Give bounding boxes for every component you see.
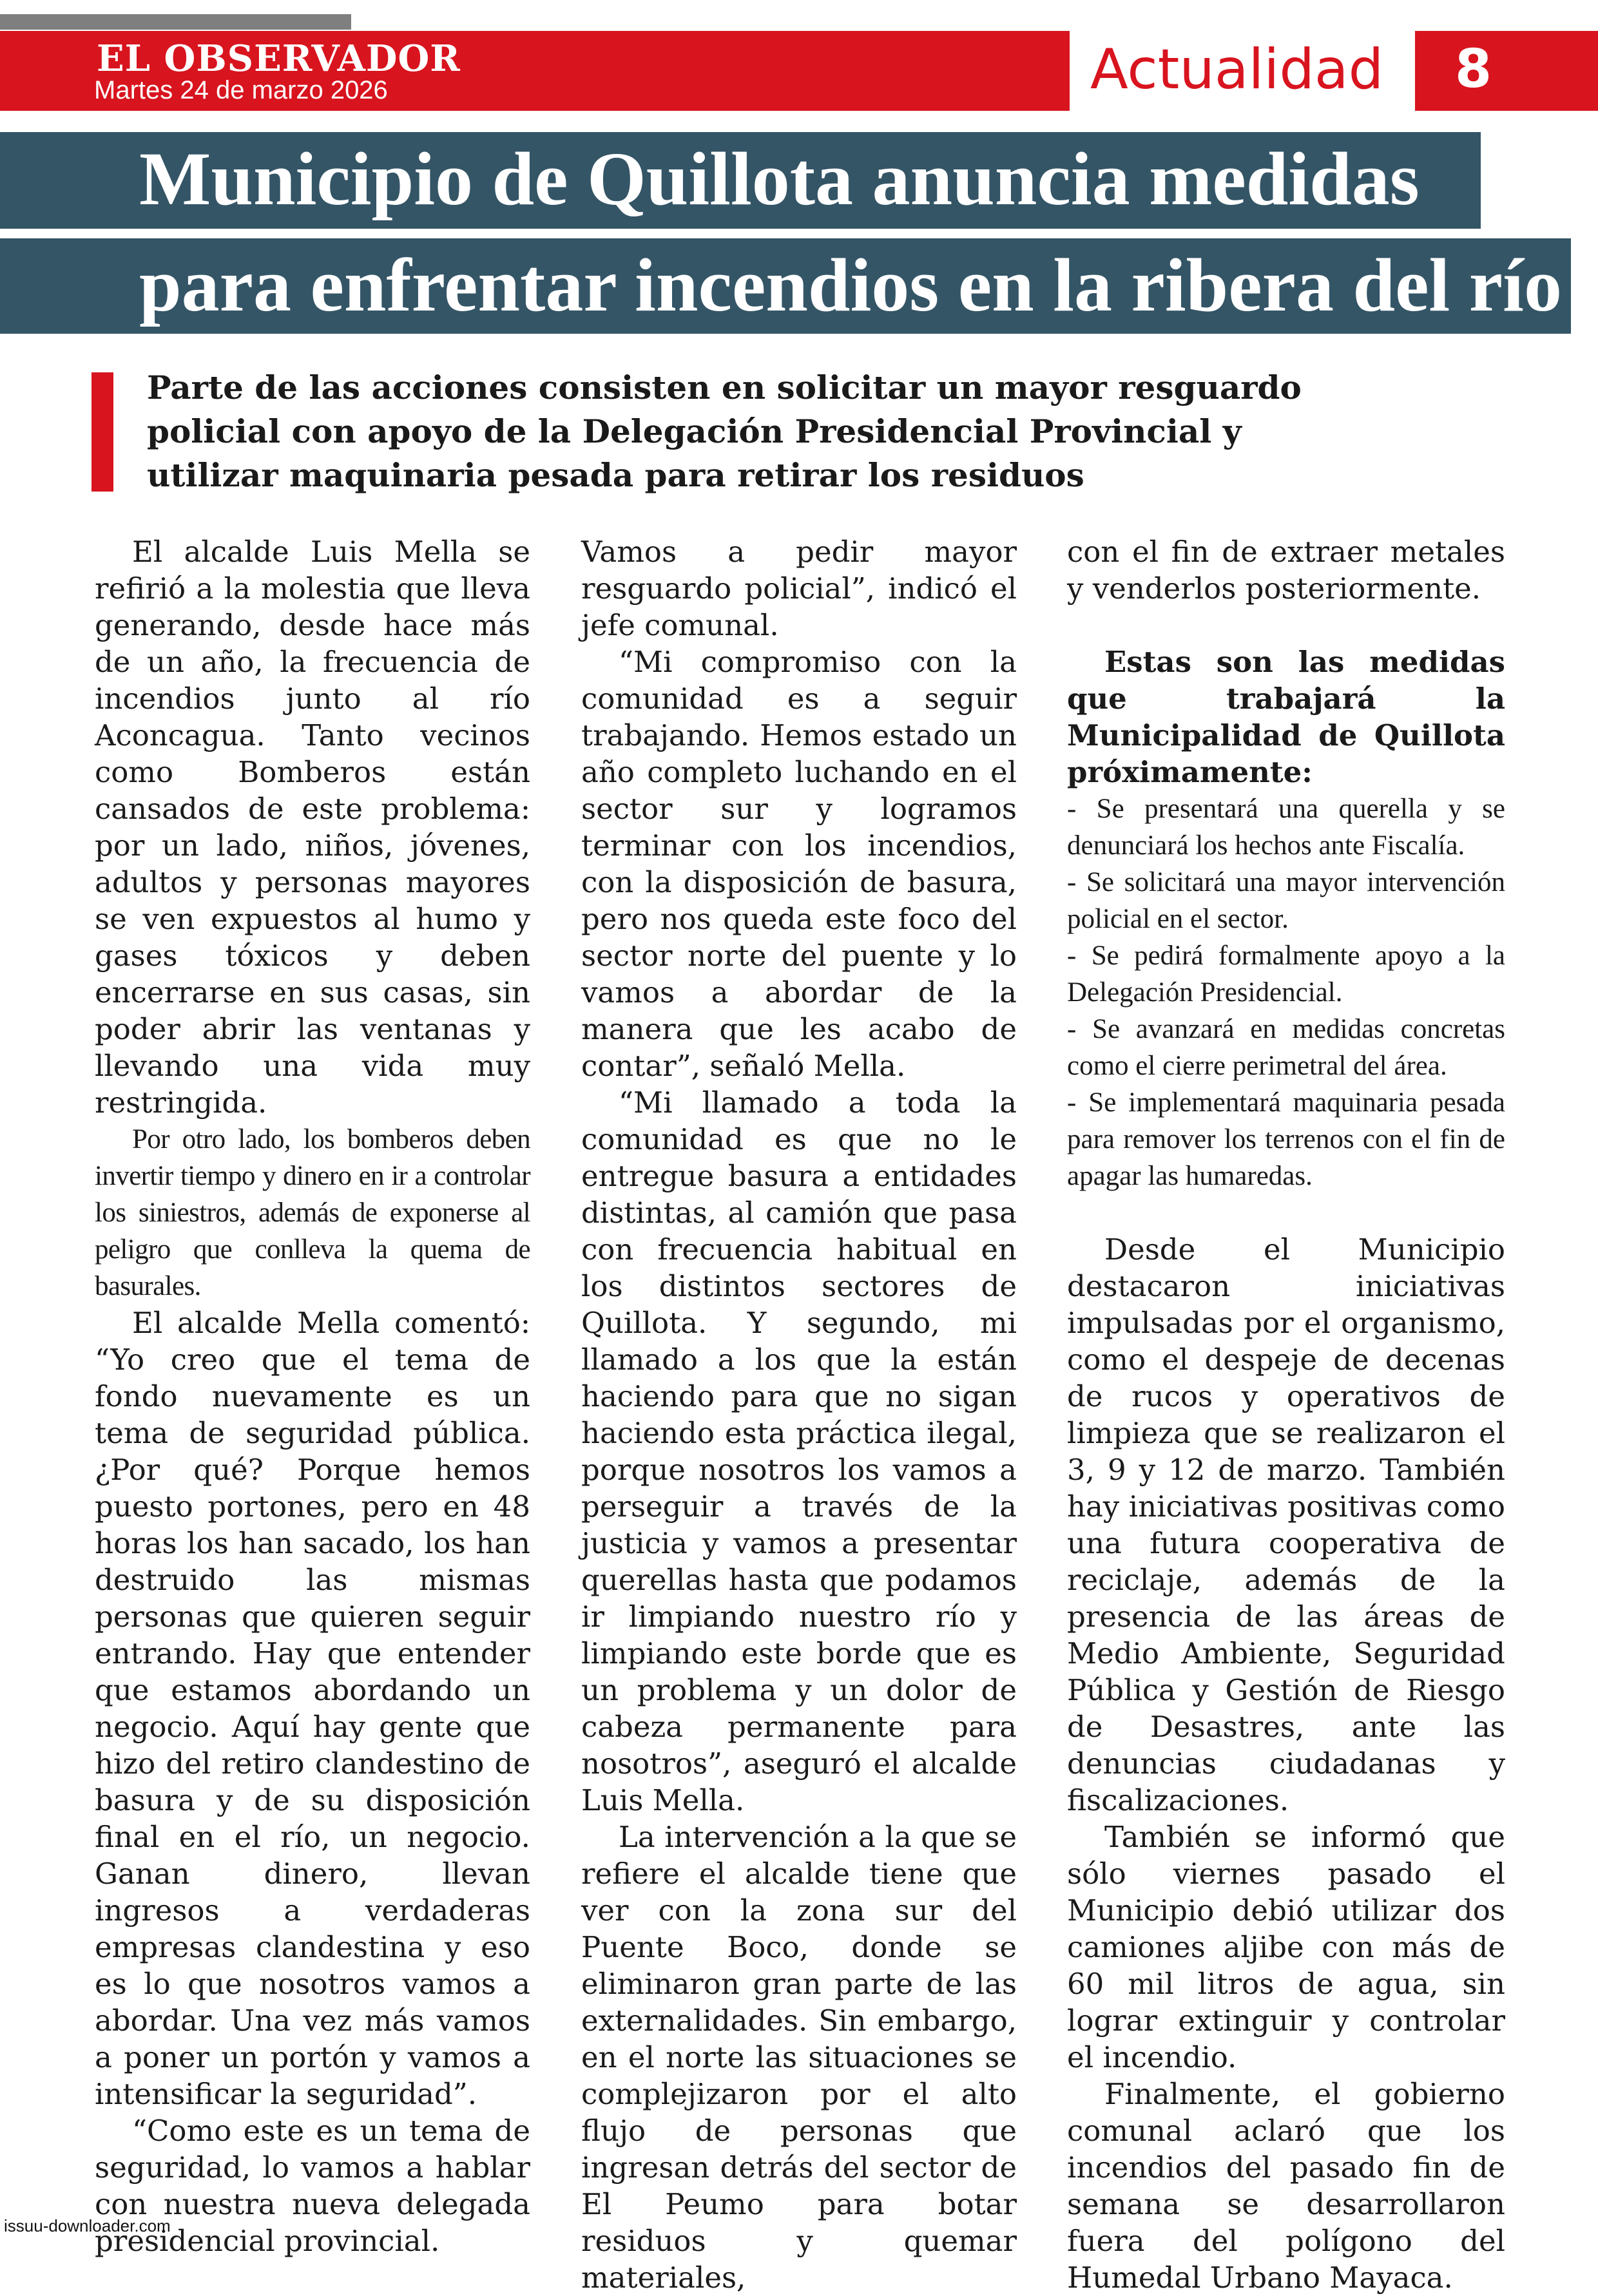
column-gap bbox=[1067, 1194, 1505, 1231]
measure-item: - Se pedirá formalmente apoyo a la Delegación Presidencial. bbox=[1067, 941, 1505, 1008]
article-column-2 bbox=[581, 533, 1017, 2296]
body-paragraph: El alcalde Mella comentó: “Yo creo que el tema de fondo nuevamente es un tema de seguridad pública. ¿Por qué? Porque hemos puesto portones, pero en 48 horas los han sacado, los han destruido las mismas personas que quieren seguir entrando. Hay que entender que estamos abordando un negocio. Aquí hay gente que hizo del retiro clandestino de basura y de su disposición final en el río, un negocio. Ganan dinero, llevan ingresos a verdaderas empresas clandestina y eso es lo que nosotros vamos a abordar. Una vez más vamos a poner un portón y vamos a intensificar la seguridad”. bbox=[95, 1306, 530, 2111]
body-paragraph: La intervención a la que se refiere el alcalde tiene que ver con la zona sur del Puente Boco, donde se eliminaron gran parte de las externalidades. Sin embargo, en el norte las situaciones se complejizaron por el alto flujo de personas que ingresan detrás del sector de El Peumo para botar residuos y quemar materiales, bbox=[581, 1820, 1017, 2295]
deck-accent-bar bbox=[91, 372, 113, 492]
body-paragraph: Vamos a pedir mayor resguardo policial”, indicó el jefe comunal. bbox=[581, 535, 1017, 642]
measures-title: Estas son las medidas que trabajará la Municipalidad de Quillota próximamente: bbox=[1067, 645, 1505, 789]
body-paragraph: Finalmente, el gobierno comunal aclaró que los incendios del pasado fin de semana se desarrollaron fuera del polígono del Humedal Urbano Mayaca. bbox=[1067, 2077, 1505, 2295]
measure-item: - Se avanzará en medidas concretas como el cierre perimetral del área. bbox=[1067, 1014, 1505, 1081]
body-paragraph: “Como este es un tema de seguridad, lo vamos a hablar con nuestra nueva delegada presidencial provincial. bbox=[95, 2114, 530, 2258]
deck-line-2: policial con apoyo de la Delegación Presidencial Provincial y bbox=[147, 412, 1242, 450]
issue-date: Martes 24 de marzo 2026 bbox=[94, 76, 388, 104]
section-divider bbox=[1415, 31, 1424, 111]
body-paragraph: con el fin de extraer metales y venderlos posteriormente. bbox=[1067, 535, 1505, 606]
top-gray-rule bbox=[0, 14, 351, 30]
headline-line-2: para enfrentar incendios en la ribera del río bbox=[139, 243, 1562, 327]
newspaper-name: EL OBSERVADOR bbox=[97, 37, 461, 80]
deck-line-3: utilizar maquinaria pesada para retirar los residuos bbox=[147, 456, 1084, 494]
measure-item: - Se presentará una querella y se denunciará los hechos ante Fiscalía. bbox=[1067, 794, 1505, 861]
body-paragraph: También se informó que sólo viernes pasado el Municipio debió utilizar dos camiones aljibe con más de 60 mil litros de agua, sin lograr extinguir y controlar el incendio. bbox=[1067, 1820, 1505, 2074]
body-paragraph: “Mi compromiso con la comunidad es a seguir trabajando. Hemos estado un año completo luchando en el sector sur y logramos terminar con los incendios, con la disposición de basura, pero nos queda este foco del sector norte del puente y lo vamos a abordar de la manera que les acabo de contar”, señaló Mella. bbox=[581, 645, 1017, 1083]
download-credit: issuu-downloader.com bbox=[4, 2216, 171, 2235]
article-column-3 bbox=[1067, 533, 1505, 2296]
body-paragraph: Desde el Municipio destacaron iniciativas impulsadas por el organismo, como el despeje de decenas de rucos y operativos de limpieza que se realizaron el 3, 9 y 12 de marzo. También hay iniciativas positivas como una futura cooperativa de reciclaje, además de la presencia de las áreas de Medio Ambiente, Seguridad Pública y Gestión de Riesgo de Desastres, ante las denuncias ciudadanas y fiscalizaciones. bbox=[1067, 1232, 1505, 1817]
body-paragraph: Por otro lado, los bomberos deben invertir tiempo y dinero en ir a controlar los siniestros, además de exponerse al peligro que conlleva la quema de basurales. bbox=[95, 1124, 530, 1301]
article-column-1 bbox=[95, 533, 530, 2259]
page-number: 8 bbox=[1455, 39, 1492, 100]
headline-line-1: Municipio de Quillota anuncia medidas bbox=[139, 137, 1420, 221]
deck-line-1: Parte de las acciones consisten en solicitar un mayor resguardo bbox=[147, 368, 1302, 407]
measure-item: - Se solicitará una mayor intervención policial en el sector. bbox=[1067, 867, 1505, 934]
body-paragraph: El alcalde Luis Mella se refirió a la molestia que lleva generando, desde hace más de un año, la frecuencia de incendios junto al río Aconcagua. Tanto vecinos como Bomberos están cansados de este problema: por un lado, niños, jóvenes, adultos y personas mayores se ven expuestos al humo y gases tóxicos y deben encerrarse en sus casas, sin poder abrir las ventanas y llevando una vida muy restringida. bbox=[95, 535, 530, 1120]
body-paragraph: “Mi llamado a toda la comunidad es que no le entregue basura a entidades distintas, al camión que pasa con frecuencia habitual en los distintos sectores de Quillota. Y segundo, mi llamado a los que la están haciendo para que no sigan haciendo esta práctica ilegal, porque nosotros los vamos a perseguir a través de la justicia y vamos a presentar querellas hasta que podamos ir limpiando nuestro río y limpiando este borde que es un problema y un dolor de cabeza permanente para nosotros”, aseguró el alcalde Luis Mella. bbox=[581, 1086, 1017, 1817]
measure-item: - Se implementará maquinaria pesada para remover los terrenos con el fin de apagar las humaredas. bbox=[1067, 1087, 1505, 1191]
section-name: Actualidad bbox=[1090, 37, 1384, 102]
